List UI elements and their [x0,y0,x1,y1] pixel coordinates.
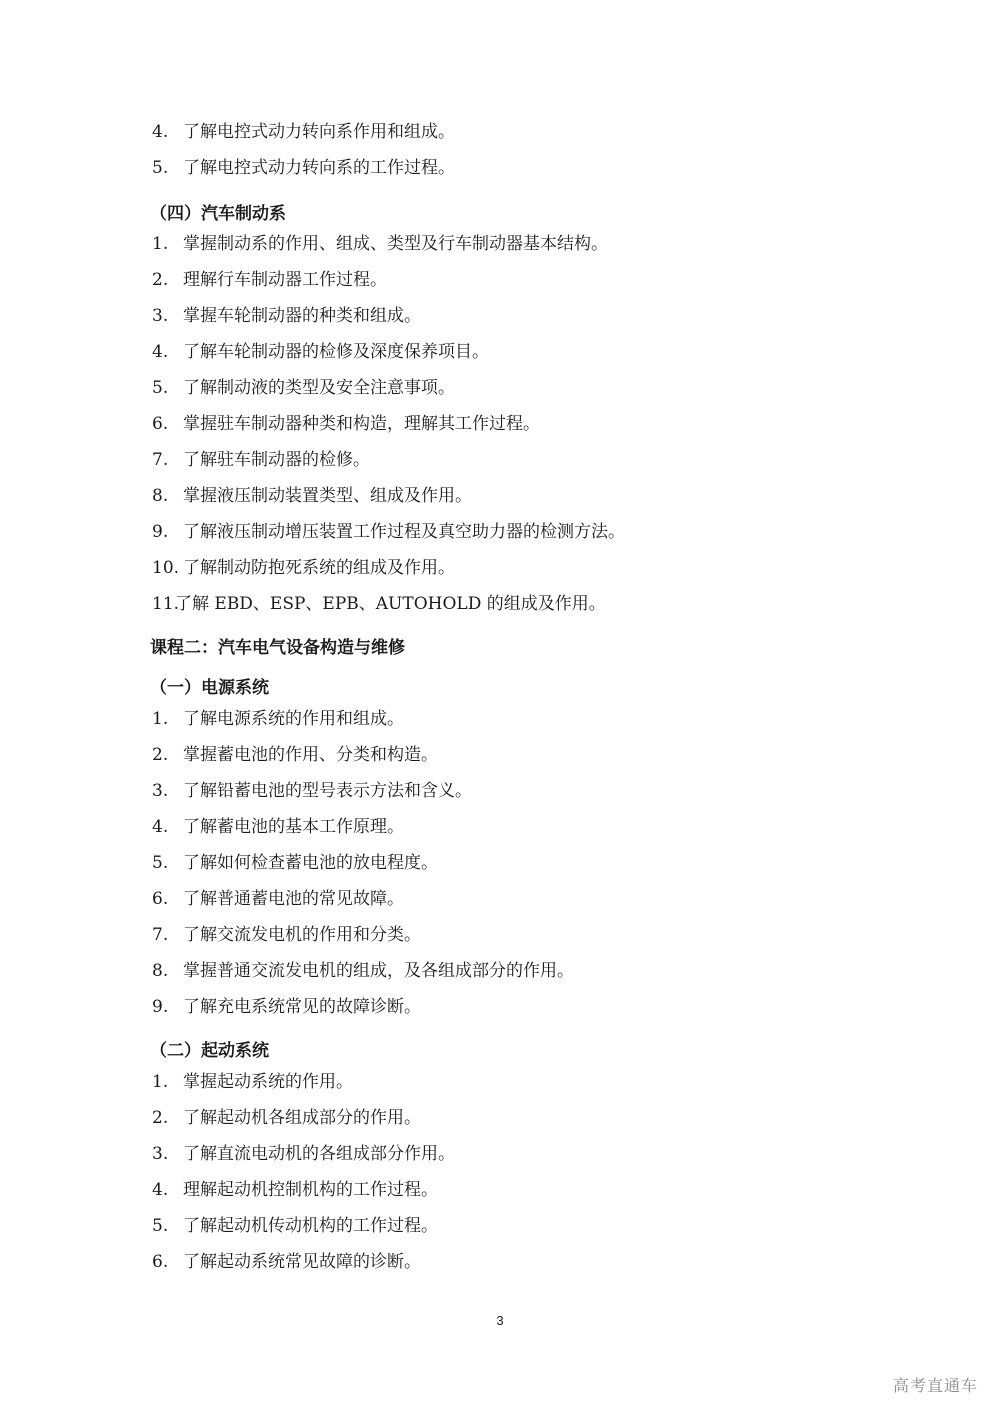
item-number: 8. [152,961,169,981]
item-number: 5. [152,158,169,178]
item-text: 掌握车轮制动器的种类和组成。 [183,306,421,326]
item-text: 了解制动防抱死系统的组成及作用。 [183,558,455,578]
item-text: 了解普通蓄电池的常见故障。 [183,889,404,909]
item-number: 3. [152,781,169,801]
item-text: 了解制动液的类型及安全注意事项。 [183,378,455,398]
item-number: 1. [152,234,169,254]
course-title: 课程二：汽车电气设备构造与维修 [150,638,405,658]
item-number: 5. [152,853,169,873]
item-text: 理解行车制动器工作过程。 [183,270,387,290]
item-number: 5. [152,378,169,398]
item-text: 掌握液压制动装置类型、组成及作用。 [183,486,472,506]
item-number: 6. [152,1252,169,1272]
item-number: 6. [152,889,169,909]
watermark: 高考直通车 [892,1376,978,1395]
item-number: 1. [152,709,169,729]
item-text: 了解 EBD、ESP、EPB、AUTOHOLD 的组成及作用。 [175,594,606,614]
item-text: 了解交流发电机的作用和分类。 [183,925,421,945]
item-number: 7. [152,450,169,470]
item-text: 掌握普通交流发电机的组成，及各组成部分的作用。 [183,961,574,981]
item-text: 掌握驻车制动器种类和构造，理解其工作过程。 [183,414,540,434]
item-text: 了解直流电动机的各组成部分作用。 [183,1144,455,1164]
item-number: 8. [152,486,169,506]
item-text: 了解起动机各组成部分的作用。 [183,1108,421,1128]
item-number: 3. [152,1144,169,1164]
item-number: 4. [152,1180,169,1200]
item-text: 了解蓄电池的基本工作原理。 [183,817,404,837]
section-heading: （一）电源系统 [150,678,269,698]
item-text: 了解电控式动力转向系作用和组成。 [183,122,455,142]
section-heading: （二）起动系统 [150,1041,269,1061]
page-number: 3 [496,1313,504,1328]
item-text: 掌握制动系的作用、组成、类型及行车制动器基本结构。 [183,234,608,254]
item-number: 9. [152,997,169,1017]
item-number: 3. [152,306,169,326]
item-text: 了解驻车制动器的检修。 [183,450,370,470]
item-text: 掌握蓄电池的作用、分类和构造。 [183,745,438,765]
item-text: 了解起动机传动机构的工作过程。 [183,1216,438,1236]
item-number: 10. [152,558,180,578]
item-number: 2. [152,1108,169,1128]
item-text: 了解液压制动增压装置工作过程及真空助力器的检测方法。 [183,522,625,542]
item-number: 7. [152,925,169,945]
item-text: 了解如何检查蓄电池的放电程度。 [183,853,438,873]
section-heading: （四）汽车制动系 [150,204,286,224]
item-number: 11. [152,594,180,614]
item-text: 了解电控式动力转向系的工作过程。 [183,158,455,178]
item-text: 了解电源系统的作用和组成。 [183,709,404,729]
item-number: 4. [152,122,169,142]
item-number: 1. [152,1072,169,1092]
item-number: 2. [152,745,169,765]
item-text: 理解起动机控制机构的工作过程。 [183,1180,438,1200]
item-number: 9. [152,522,169,542]
item-number: 2. [152,270,169,290]
item-text: 了解充电系统常见的故障诊断。 [183,997,421,1017]
item-number: 6. [152,414,169,434]
item-number: 5. [152,1216,169,1236]
item-text: 了解车轮制动器的检修及深度保养项目。 [183,342,489,362]
item-text: 了解起动系统常见故障的诊断。 [183,1252,421,1272]
item-text: 掌握起动系统的作用。 [183,1072,353,1092]
item-text: 了解铅蓄电池的型号表示方法和含义。 [183,781,472,801]
item-number: 4. [152,342,169,362]
item-number: 4. [152,817,169,837]
